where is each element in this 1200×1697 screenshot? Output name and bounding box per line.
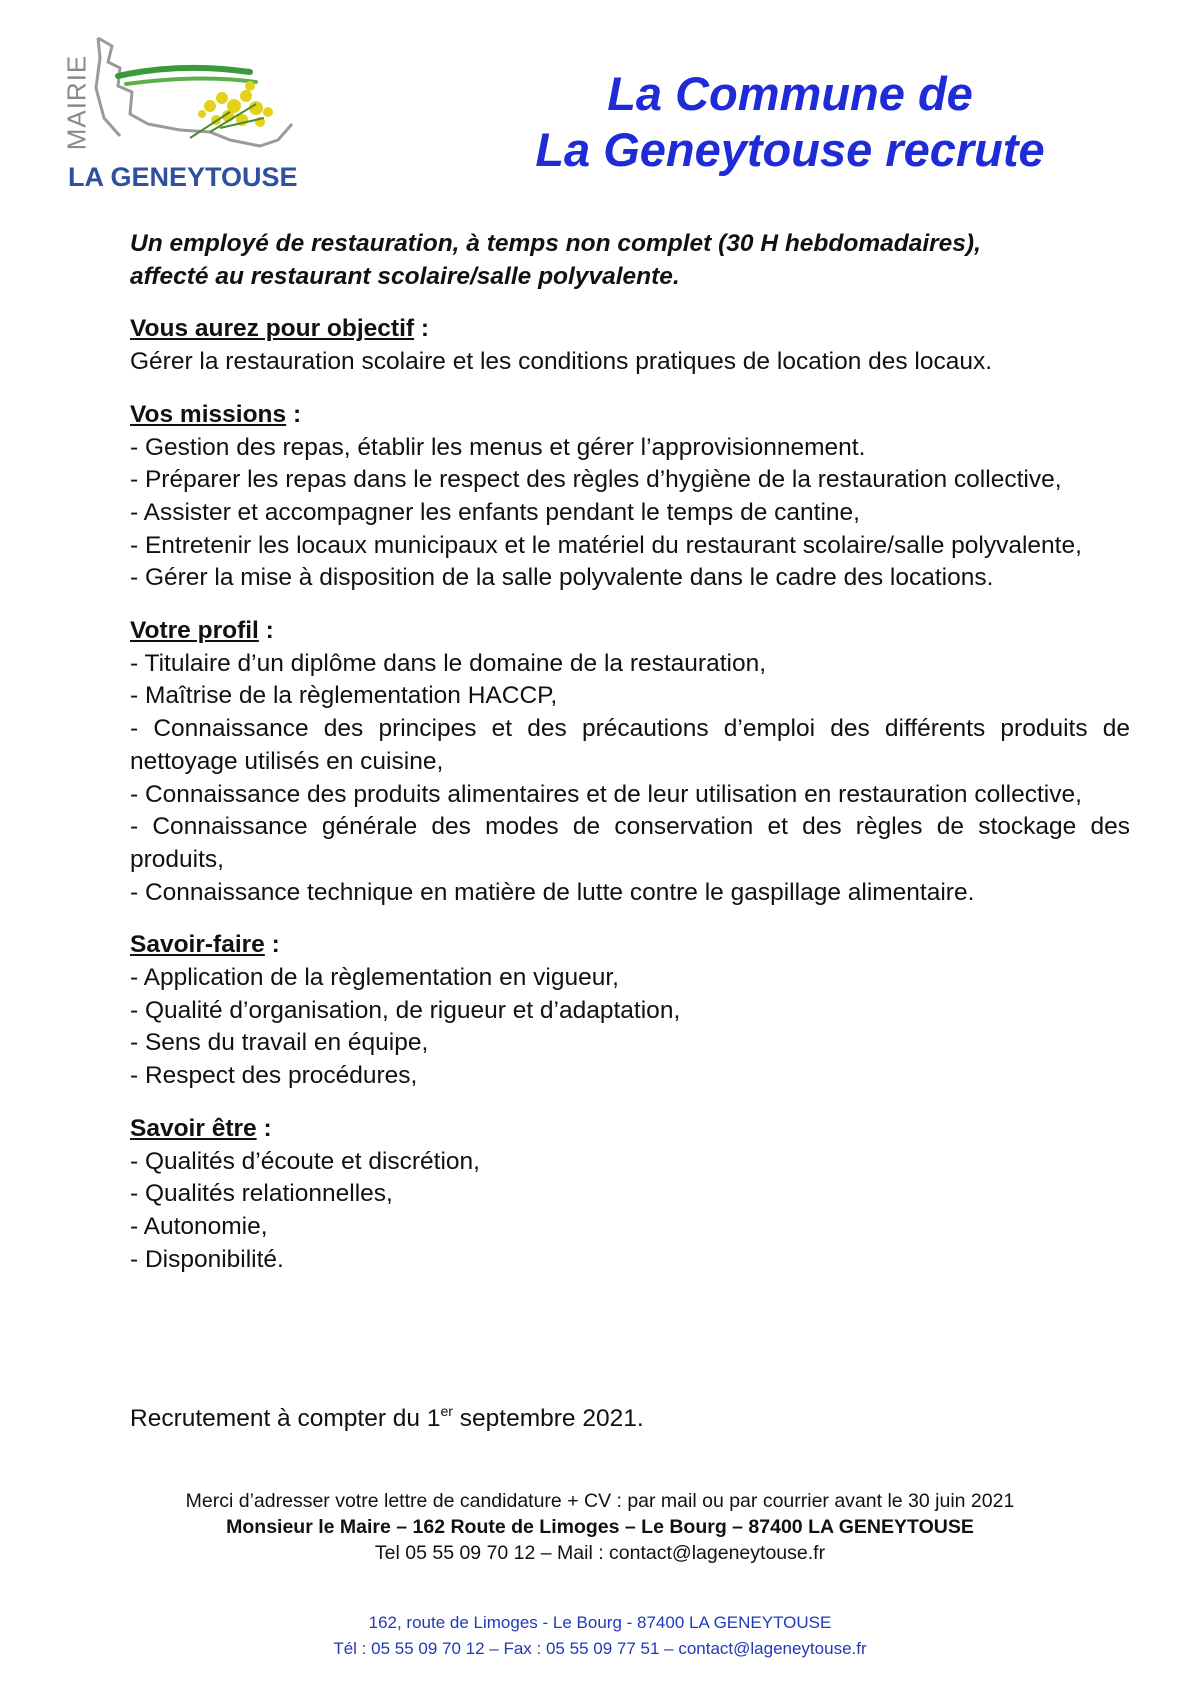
intro-line-2: affecté au restaurant scolaire/salle polyvalente. bbox=[130, 262, 680, 290]
section-heading: Savoir-faire : bbox=[130, 931, 280, 959]
list-item: - Gestion des repas, établir les menus et gérer l’approvisionnement. bbox=[130, 433, 866, 461]
contact-line-3: Tel 05 55 09 70 12 – Mail : contact@lageneytouse.fr bbox=[374, 1542, 826, 1564]
section-heading: Votre profil : bbox=[130, 617, 274, 645]
section-savoir-etre bbox=[130, 1113, 1130, 1277]
list-item: - Gérer la mise à disposition de la salle polyvalente dans le cadre des locations. bbox=[130, 564, 994, 592]
application-contact bbox=[0, 1488, 1200, 1566]
list-item: - Qualité d’organisation, de rigueur et d’adaptation, bbox=[130, 996, 681, 1024]
list-item: - Sens du travail en équipe, bbox=[130, 1029, 429, 1057]
intro-line-1: Un employé de restauration, à temps non complet (30 H hebdomadaires), bbox=[130, 230, 981, 257]
list-item: - Respect des procédures, bbox=[130, 1062, 418, 1090]
list-item: - Connaissance des produits alimentaires et de leur utilisation en restauration collective, bbox=[130, 780, 1082, 808]
section-missions bbox=[130, 399, 1130, 595]
list-item: - Autonomie, bbox=[130, 1212, 268, 1240]
list-item: - Préparer les repas dans le respect des règles d’hygiène de la restauration collective, bbox=[130, 466, 1062, 494]
list-item: - Qualités relationnelles, bbox=[130, 1180, 393, 1208]
list-item: - Assister et accompagner les enfants pendant le temps de cantine, bbox=[130, 498, 860, 526]
footer-address: 162, route de Limoges - Le Bourg - 87400 LA GENEYTOUSE bbox=[368, 1613, 832, 1632]
job-intro bbox=[130, 228, 1130, 293]
list-item: - Entretenir les locaux municipaux et le matériel du restaurant scolaire/salle polyvalente, bbox=[130, 531, 1082, 559]
title-line-2: La Geneytouse recrute bbox=[535, 123, 1045, 176]
list-item: - Connaissance des principes et des précautions d’emploi des différents produits de nettoyage utilisés en cuisine, bbox=[130, 715, 1130, 775]
list-item: - Disponibilité. bbox=[130, 1245, 284, 1273]
footer-phone: Tél : 05 55 09 70 12 – Fax : 05 55 09 77 51 – contact@lageneytouse.fr bbox=[333, 1639, 867, 1658]
start-date-text: Recrutement à compter du 1er septembre 2021. bbox=[130, 1403, 644, 1432]
list-item: - Connaissance technique en matière de lutte contre le gaspillage alimentaire. bbox=[130, 878, 975, 906]
section-heading: Vous aurez pour objectif : bbox=[130, 315, 430, 343]
objectif-text: Gérer la restauration scolaire et les conditions pratiques de location des locaux. bbox=[130, 348, 993, 376]
section-objectif bbox=[130, 313, 1130, 378]
page-title bbox=[440, 66, 1140, 178]
list-item: - Qualités d’écoute et discrétion, bbox=[130, 1147, 480, 1175]
section-savoir-faire bbox=[130, 929, 1130, 1093]
title-line-1: La Commune de bbox=[607, 67, 973, 120]
page-footer bbox=[0, 1610, 1200, 1662]
section-heading: Vos missions : bbox=[130, 400, 302, 428]
job-description bbox=[130, 228, 1130, 1296]
list-item: - Connaissance générale des modes de conservation et des règles de stockage des produits, bbox=[130, 813, 1130, 873]
contact-line-2: Monsieur le Maire – 162 Route de Limoges – Le Bourg – 87400 LA GENEYTOUSE bbox=[226, 1516, 974, 1538]
logo-name: LA GENEYTOUSE bbox=[68, 162, 298, 192]
section-heading: Savoir être : bbox=[130, 1114, 272, 1142]
list-item: - Titulaire d’un diplôme dans le domaine de la restauration, bbox=[130, 649, 767, 677]
section-profil bbox=[130, 615, 1130, 909]
contact-line-1: Merci d’adresser votre lettre de candidature + CV : par mail ou par courrier avant le 30 juin 2021 bbox=[185, 1490, 1015, 1512]
logo-mairie-text: MAIRIE bbox=[61, 54, 92, 150]
list-item: - Maîtrise de la règlementation HACCP, bbox=[130, 682, 558, 710]
list-item: - Application de la règlementation en vigueur, bbox=[130, 964, 619, 992]
logo-map-graphic bbox=[60, 28, 300, 168]
